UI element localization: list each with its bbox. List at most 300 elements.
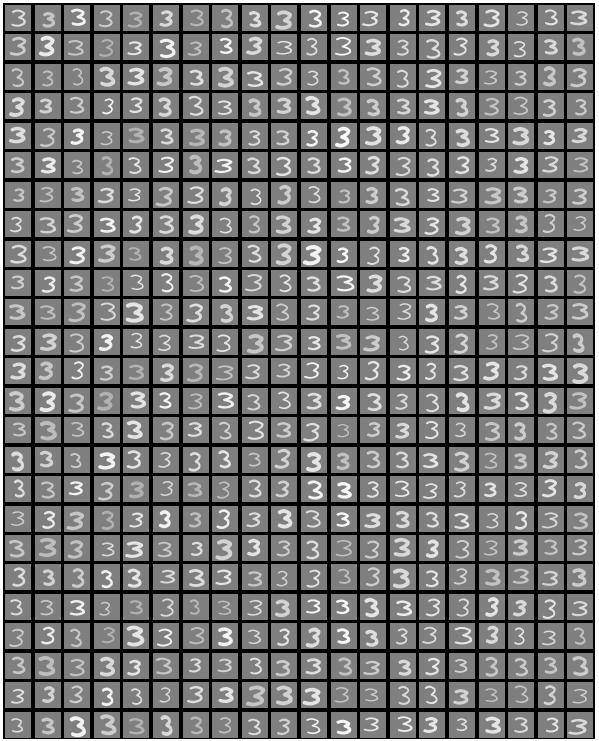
- digit-stroke: [572, 69, 586, 85]
- digit-tile: [331, 535, 357, 561]
- digit-stroke: [100, 454, 113, 468]
- handwritten-three-glyph: [153, 417, 179, 443]
- digit-stroke: [40, 100, 50, 112]
- handwritten-three-glyph: [153, 93, 179, 119]
- handwritten-three-glyph: [35, 182, 61, 208]
- handwritten-three-glyph: [390, 564, 416, 590]
- digit-tile: [242, 5, 268, 31]
- digit-stroke: [188, 365, 202, 381]
- digit-stroke: [71, 601, 84, 614]
- digit-tile: [5, 623, 31, 649]
- handwritten-three-glyph: [5, 388, 31, 414]
- digit-stroke: [515, 483, 526, 496]
- digit-tile: [5, 152, 31, 178]
- digit-tile: [331, 241, 357, 267]
- handwritten-three-glyph: [301, 270, 327, 296]
- handwritten-three-glyph: [419, 653, 445, 679]
- digit-tile: [64, 447, 90, 473]
- digit-stroke: [516, 512, 526, 528]
- handwritten-three-glyph: [301, 682, 327, 708]
- digit-stroke: [514, 570, 527, 583]
- digit-stroke: [12, 11, 25, 26]
- digit-tile: [390, 34, 416, 60]
- digit-tile: [449, 535, 475, 561]
- handwritten-three-glyph: [94, 34, 120, 60]
- handwritten-three-glyph: [212, 623, 238, 649]
- handwritten-three-glyph: [242, 34, 268, 60]
- handwritten-three-glyph: [153, 299, 179, 325]
- digit-tile: [567, 476, 593, 502]
- handwritten-three-glyph: [538, 594, 564, 620]
- handwritten-three-glyph: [419, 182, 445, 208]
- digit-stroke: [40, 601, 52, 615]
- digit-stroke: [543, 157, 557, 171]
- digit-stroke: [278, 42, 292, 54]
- digit-stroke: [307, 541, 319, 558]
- digit-tile: [35, 417, 61, 443]
- handwritten-three-glyph: [183, 476, 209, 502]
- handwritten-three-glyph: [360, 241, 386, 267]
- handwritten-three-glyph: [419, 34, 445, 60]
- handwritten-three-glyph: [271, 152, 297, 178]
- handwritten-three-glyph: [449, 535, 475, 561]
- digit-tile: [301, 299, 327, 325]
- digit-stroke: [219, 69, 232, 86]
- digit-stroke: [366, 542, 379, 558]
- digit-tile: [242, 64, 268, 90]
- digit-tile: [390, 417, 416, 443]
- digit-tile: [64, 34, 90, 60]
- handwritten-three-glyph: [360, 417, 386, 443]
- digit-tile: [301, 93, 327, 119]
- handwritten-three-glyph: [123, 623, 149, 649]
- digit-stroke: [277, 158, 290, 175]
- digit-stroke: [515, 659, 527, 675]
- digit-stroke: [102, 158, 112, 174]
- digit-stroke: [100, 304, 115, 320]
- digit-stroke: [456, 158, 468, 173]
- handwritten-three-glyph: [538, 358, 564, 384]
- digit-tile: [419, 623, 445, 649]
- digit-stroke: [545, 131, 554, 143]
- digit-tile: [242, 182, 268, 208]
- digit-tile: [390, 623, 416, 649]
- digit-tile: [390, 712, 416, 738]
- handwritten-three-glyph: [153, 682, 179, 708]
- digit-tile: [331, 653, 357, 679]
- handwritten-three-glyph: [64, 535, 90, 561]
- digit-stroke: [248, 601, 262, 615]
- digit-tile: [567, 182, 593, 208]
- handwritten-three-glyph: [419, 270, 445, 296]
- digit-tile: [153, 93, 179, 119]
- digit-tile: [331, 447, 357, 473]
- digit-tile: [301, 329, 327, 355]
- digit-stroke: [161, 423, 173, 439]
- handwritten-three-glyph: [64, 34, 90, 60]
- digit-tile: [331, 123, 357, 149]
- digit-tile: [183, 93, 209, 119]
- handwritten-three-glyph: [479, 594, 505, 620]
- handwritten-three-glyph: [331, 152, 357, 178]
- digit-stroke: [455, 453, 468, 470]
- digit-tile: [94, 64, 120, 90]
- digit-tile: [508, 211, 534, 237]
- digit-tile: [331, 270, 357, 296]
- digit-tile: [153, 388, 179, 414]
- handwritten-three-glyph: [449, 594, 475, 620]
- digit-tile: [242, 447, 268, 473]
- handwritten-three-glyph: [538, 623, 564, 649]
- handwritten-three-glyph: [538, 712, 564, 738]
- digit-tile: [242, 241, 268, 267]
- digit-stroke: [130, 719, 144, 733]
- digit-tile: [242, 270, 268, 296]
- digit-stroke: [485, 99, 497, 115]
- handwritten-three-glyph: [331, 123, 357, 149]
- digit-stroke: [455, 307, 466, 319]
- handwritten-three-glyph: [331, 34, 357, 60]
- digit-tile: [183, 535, 209, 561]
- digit-tile: [35, 388, 61, 414]
- digit-tile: [94, 5, 120, 31]
- digit-tile: [360, 535, 386, 561]
- handwritten-three-glyph: [94, 447, 120, 473]
- digit-stroke: [218, 393, 233, 407]
- digit-stroke: [544, 190, 556, 202]
- digit-stroke: [277, 131, 289, 144]
- handwritten-three-glyph: [360, 211, 386, 237]
- handwritten-three-glyph: [508, 506, 534, 532]
- digit-tile: [123, 564, 149, 590]
- digit-tile: [508, 535, 534, 561]
- digit-tile: [212, 93, 238, 119]
- digit-stroke: [12, 277, 23, 289]
- digit-stroke: [455, 691, 467, 703]
- digit-tile: [94, 653, 120, 679]
- digit-stroke: [189, 423, 201, 436]
- digit-tile: [153, 594, 179, 620]
- handwritten-three-glyph: [390, 241, 416, 267]
- handwritten-three-glyph: [94, 123, 120, 149]
- digit-tile: [153, 623, 179, 649]
- handwritten-three-glyph: [331, 299, 357, 325]
- digit-tile: [567, 270, 593, 296]
- handwritten-three-glyph: [123, 270, 149, 296]
- digit-tile: [301, 241, 327, 267]
- digit-tile: [35, 329, 61, 355]
- digit-stroke: [41, 129, 55, 146]
- handwritten-three-glyph: [331, 712, 357, 738]
- digit-tile: [153, 712, 179, 738]
- handwritten-three-glyph: [508, 93, 534, 119]
- handwritten-three-glyph: [64, 476, 90, 502]
- digit-tile: [479, 182, 505, 208]
- handwritten-three-glyph: [153, 506, 179, 532]
- digit-tile: [419, 241, 445, 267]
- handwritten-three-glyph: [271, 5, 297, 31]
- handwritten-three-glyph: [242, 653, 268, 679]
- digit-stroke: [485, 394, 500, 408]
- digit-tile: [390, 5, 416, 31]
- digit-tile: [390, 653, 416, 679]
- digit-stroke: [455, 335, 467, 352]
- handwritten-three-glyph: [479, 535, 505, 561]
- handwritten-three-glyph: [64, 123, 90, 149]
- digit-stroke: [514, 129, 527, 144]
- handwritten-three-glyph: [5, 358, 31, 384]
- digit-tile: [390, 152, 416, 178]
- digit-stroke: [131, 689, 142, 704]
- handwritten-three-glyph: [5, 623, 31, 649]
- digit-stroke: [515, 367, 527, 380]
- digit-tile: [479, 564, 505, 590]
- digit-tile: [94, 299, 120, 325]
- digit-stroke: [278, 69, 292, 84]
- digit-tile: [301, 358, 327, 384]
- digit-tile: [538, 270, 564, 296]
- digit-tile: [5, 34, 31, 60]
- handwritten-three-glyph: [567, 476, 593, 502]
- handwritten-three-glyph: [5, 93, 31, 119]
- handwritten-three-glyph: [35, 682, 61, 708]
- digit-stroke: [484, 276, 497, 289]
- digit-stroke: [369, 218, 379, 233]
- digit-tile: [479, 623, 505, 649]
- digit-tile: [183, 270, 209, 296]
- digit-stroke: [398, 41, 408, 55]
- digit-stroke: [12, 336, 25, 350]
- digit-tile: [508, 93, 534, 119]
- digit-stroke: [367, 41, 380, 55]
- handwritten-three-glyph: [123, 123, 149, 149]
- handwritten-three-glyph: [242, 123, 268, 149]
- handwritten-three-glyph: [242, 5, 268, 31]
- handwritten-three-glyph: [35, 270, 61, 296]
- handwritten-three-glyph: [64, 182, 90, 208]
- digit-stroke: [307, 278, 320, 291]
- digit-stroke: [543, 334, 558, 351]
- digit-stroke: [73, 570, 83, 587]
- handwritten-three-glyph: [242, 594, 268, 620]
- handwritten-three-glyph: [331, 506, 357, 532]
- digit-stroke: [103, 628, 114, 642]
- digit-tile: [212, 712, 238, 738]
- digit-stroke: [336, 276, 353, 290]
- digit-stroke: [129, 248, 141, 260]
- handwritten-three-glyph: [123, 682, 149, 708]
- digit-stroke: [219, 423, 231, 439]
- digit-tile: [419, 564, 445, 590]
- digit-tile: [271, 34, 297, 60]
- handwritten-three-glyph: [123, 535, 149, 561]
- digit-stroke: [574, 570, 586, 585]
- digit-stroke: [161, 305, 172, 320]
- digit-tile: [94, 388, 120, 414]
- handwritten-three-glyph: [64, 152, 90, 178]
- digit-tile: [212, 417, 238, 443]
- digit-tile: [271, 712, 297, 738]
- digit-tile: [183, 5, 209, 31]
- handwritten-three-glyph: [360, 123, 386, 149]
- digit-stroke: [43, 512, 54, 528]
- handwritten-three-glyph: [35, 594, 61, 620]
- handwritten-three-glyph: [449, 447, 475, 473]
- digit-stroke: [428, 160, 439, 176]
- digit-tile: [360, 5, 386, 31]
- digit-stroke: [40, 539, 54, 555]
- digit-tile: [123, 299, 149, 325]
- digit-stroke: [426, 130, 436, 146]
- handwritten-three-glyph: [567, 535, 593, 561]
- digit-stroke: [309, 337, 320, 349]
- digit-tile: [360, 653, 386, 679]
- digit-stroke: [456, 100, 467, 115]
- handwritten-three-glyph: [419, 299, 445, 325]
- digit-tile: [538, 123, 564, 149]
- handwritten-three-glyph: [567, 211, 593, 237]
- handwritten-three-glyph: [212, 476, 238, 502]
- digit-stroke: [71, 660, 84, 675]
- digit-stroke: [455, 570, 467, 585]
- digit-tile: [479, 388, 505, 414]
- digit-tile: [331, 358, 357, 384]
- digit-stroke: [455, 628, 471, 644]
- digit-stroke: [574, 540, 587, 554]
- digit-stroke: [101, 277, 113, 290]
- digit-stroke: [188, 187, 203, 202]
- digit-tile: [479, 712, 505, 738]
- digit-tile: [94, 241, 120, 267]
- handwritten-three-glyph: [94, 388, 120, 414]
- digit-tile: [508, 447, 534, 473]
- digit-tile: [242, 506, 268, 532]
- digit-tile: [35, 594, 61, 620]
- handwritten-three-glyph: [271, 64, 297, 90]
- digit-tile: [242, 623, 268, 649]
- handwritten-three-glyph: [183, 682, 209, 708]
- handwritten-three-glyph: [153, 123, 179, 149]
- handwritten-three-glyph: [331, 93, 357, 119]
- digit-stroke: [543, 215, 555, 232]
- digit-stroke: [484, 541, 496, 555]
- handwritten-three-glyph: [35, 447, 61, 473]
- digit-stroke: [247, 513, 259, 526]
- digit-tile: [567, 34, 593, 60]
- digit-tile: [183, 623, 209, 649]
- digit-tile: [301, 270, 327, 296]
- digit-tile: [390, 506, 416, 532]
- digit-stroke: [366, 632, 377, 646]
- digit-tile: [35, 447, 61, 473]
- digit-stroke: [516, 305, 527, 322]
- handwritten-three-glyph: [94, 182, 120, 208]
- digit-stroke: [484, 71, 496, 84]
- digit-tile: [153, 447, 179, 473]
- digit-stroke: [70, 98, 83, 113]
- digit-stroke: [486, 304, 499, 319]
- digit-tile: [212, 447, 238, 473]
- digit-stroke: [457, 276, 466, 293]
- digit-stroke: [161, 599, 173, 616]
- digit-stroke: [335, 688, 347, 702]
- handwritten-three-glyph: [419, 5, 445, 31]
- digit-stroke: [455, 482, 466, 497]
- digit-stroke: [189, 600, 198, 613]
- digit-stroke: [218, 541, 231, 558]
- handwritten-three-glyph: [390, 5, 416, 31]
- digit-tile: [94, 447, 120, 473]
- handwritten-three-glyph: [242, 211, 268, 237]
- handwritten-three-glyph: [271, 653, 297, 679]
- digit-stroke: [277, 335, 293, 350]
- digit-tile: [508, 182, 534, 208]
- digit-stroke: [278, 541, 290, 555]
- digit-tile: [360, 476, 386, 502]
- digit-stroke: [42, 159, 54, 172]
- handwritten-three-glyph: [390, 270, 416, 296]
- handwritten-three-glyph: [390, 34, 416, 60]
- digit-stroke: [41, 335, 55, 349]
- digit-stroke: [455, 514, 469, 528]
- digit-stroke: [189, 571, 203, 586]
- digit-stroke: [43, 688, 53, 701]
- handwritten-three-glyph: [538, 93, 564, 119]
- handwritten-three-glyph: [5, 211, 31, 237]
- handwritten-three-glyph: [94, 653, 120, 679]
- digit-tile: [331, 211, 357, 237]
- digit-stroke: [427, 512, 439, 525]
- handwritten-three-glyph: [567, 64, 593, 90]
- handwritten-three-glyph: [390, 682, 416, 708]
- digit-stroke: [132, 393, 145, 407]
- digit-stroke: [11, 719, 22, 732]
- digit-stroke: [397, 277, 410, 292]
- handwritten-three-glyph: [94, 535, 120, 561]
- digit-stroke: [307, 131, 317, 145]
- digit-stroke: [306, 718, 320, 732]
- handwritten-three-glyph: [212, 447, 238, 473]
- digit-stroke: [159, 452, 170, 466]
- digit-tile: [567, 653, 593, 679]
- digit-tile: [567, 5, 593, 31]
- handwritten-three-glyph: [538, 211, 564, 237]
- digit-stroke: [43, 71, 53, 85]
- handwritten-three-glyph: [35, 299, 61, 325]
- digit-tile: [538, 211, 564, 237]
- digit-stroke: [279, 510, 291, 526]
- digit-tile: [567, 535, 593, 561]
- digit-tile: [390, 358, 416, 384]
- digit-tile: [301, 5, 327, 31]
- handwritten-three-glyph: [183, 594, 209, 620]
- digit-stroke: [129, 571, 141, 587]
- digit-tile: [360, 358, 386, 384]
- digit-tile: [212, 653, 238, 679]
- digit-tile: [360, 329, 386, 355]
- handwritten-three-glyph: [301, 34, 327, 60]
- digit-stroke: [574, 365, 587, 382]
- handwritten-three-glyph: [271, 388, 297, 414]
- digit-stroke: [188, 43, 201, 55]
- handwritten-three-glyph: [360, 93, 386, 119]
- handwritten-three-glyph: [331, 64, 357, 90]
- digit-tile: [35, 93, 61, 119]
- handwritten-three-glyph: [331, 329, 357, 355]
- digit-stroke: [278, 392, 291, 408]
- digit-tile: [419, 476, 445, 502]
- handwritten-three-glyph: [271, 358, 297, 384]
